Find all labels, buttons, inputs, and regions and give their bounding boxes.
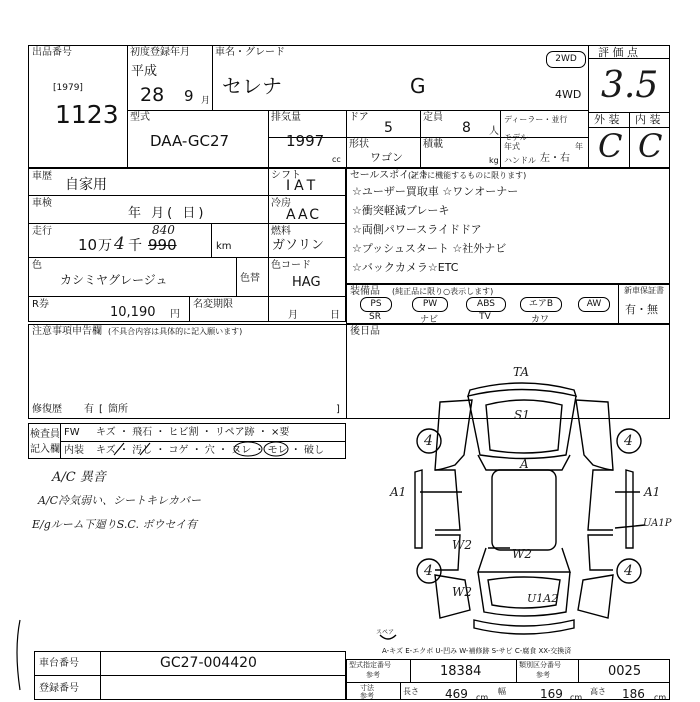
repair-suffix: 箇所: [108, 404, 128, 415]
displacement-unit: cc: [332, 155, 341, 164]
score: 3.5: [601, 65, 659, 106]
sales-point: ☆ユーザー買取車 ☆ワンオーナー: [352, 185, 519, 198]
first-reg-label: 初度登録年月: [130, 47, 190, 58]
model-year-label: モデル 年式: [504, 133, 528, 151]
interior-label: 内 装: [635, 113, 661, 126]
lot-sub: [1979]: [53, 83, 83, 93]
seats: 8: [462, 120, 471, 136]
grade: G: [410, 74, 426, 98]
color-code-label: 色コード: [271, 260, 311, 271]
height-unit: cm: [654, 693, 667, 702]
seats-unit: 人: [489, 126, 499, 137]
color-label: 色: [32, 260, 42, 271]
width-label: 幅: [498, 687, 506, 696]
name-change-label: 名変期限: [193, 299, 233, 310]
handwritten-note: E/gルーム下廻りS.C. ボウセイ有: [32, 518, 198, 531]
inspector-label-bottom: 記入欄: [30, 444, 60, 455]
recycle-unit: 円: [170, 309, 180, 320]
repair-bracket: [: [99, 404, 103, 415]
height: 186: [622, 687, 645, 701]
equipment-label: SR: [369, 312, 381, 322]
interior-head: 内装: [64, 445, 84, 456]
mark-left-side: A1: [390, 485, 407, 499]
chassis-number: GC27-004420: [160, 655, 257, 671]
recycle-label: R券: [32, 299, 49, 310]
handle: 左・右: [540, 153, 570, 164]
mark-rear-body: W2: [452, 585, 472, 599]
sales-subtitle: (正常に機能するものに限ります): [408, 171, 527, 180]
history: 自家用: [65, 177, 107, 193]
color-change-label: 色替: [240, 273, 260, 284]
type-no-sub: 参考: [366, 671, 380, 679]
mark-right-lower: UA1P: [643, 518, 672, 529]
tire-rear-right: 4: [624, 563, 633, 579]
height-label: 高さ: [590, 687, 606, 696]
equipment-badge: PS: [360, 297, 392, 312]
length-label: 長さ: [403, 687, 419, 696]
lot-label: 出品番号: [32, 47, 72, 58]
interior-row: キズ ・ 汚し ・ コゲ ・ 穴 ・ ヌレ ・ モレ ・ 破し: [96, 445, 324, 456]
repair-close: ]: [336, 404, 340, 415]
doors: 5: [384, 120, 393, 136]
equipment-subtitle: (純正品に限り○表示します): [392, 287, 494, 296]
mileage-label: 走行: [32, 226, 52, 237]
color-code: HAG: [292, 275, 321, 290]
model-code: DAA-GC27: [150, 132, 230, 150]
name-label: 車名・グレード: [215, 47, 285, 58]
width-unit: cm: [570, 693, 583, 702]
equipment-badge: エアB: [520, 297, 562, 312]
car-name: セレナ: [222, 74, 282, 98]
displacement-label: 排気量: [271, 112, 301, 123]
name-change-month: 月: [288, 310, 298, 321]
type-no: 18384: [440, 664, 482, 679]
equipment-badge: AW: [578, 297, 610, 312]
model-year-unit: 年: [575, 142, 583, 151]
fuel-label: 燃料: [271, 226, 291, 237]
length-unit: cm: [476, 693, 489, 702]
score-label: 評 価 点: [598, 46, 638, 59]
legend: A-キズ E-エクボ U-凹み W-補修跡 S-サビ C-腐食 XX-交換済: [382, 647, 572, 655]
lot-number: 1123: [55, 100, 119, 129]
body: ワゴン: [370, 151, 403, 164]
class-no-sub: 参考: [536, 671, 550, 679]
reg-month: 9: [184, 87, 194, 105]
displacement: 1997: [286, 132, 325, 150]
sales-point: ☆バックカメラ☆ETC: [352, 261, 459, 274]
model-label: 型式: [130, 112, 150, 123]
load-unit: kg: [489, 156, 499, 165]
size-label: 寸法: [360, 684, 374, 692]
mark-rear-center: W2: [512, 547, 532, 561]
body-label: 形状: [349, 139, 369, 150]
equipment-label: ナビ: [419, 315, 438, 325]
equipment-title: 装備品: [350, 286, 380, 297]
dealer-label: ディーラー・並行: [504, 115, 568, 124]
shift-label: シフト: [271, 170, 301, 181]
caution-sub: (不具合内容は具体的に記入願います): [108, 327, 243, 336]
inspection: 年 月( 日): [128, 206, 207, 221]
load-label: 積載: [423, 139, 443, 150]
mark-right-side: A1: [644, 485, 661, 499]
size-sub: 参考: [360, 692, 374, 700]
handwritten-note: A/C 異音: [52, 470, 106, 485]
equipment-label: TV: [479, 312, 491, 322]
color: カシミヤグレージュ: [60, 273, 168, 287]
drive-2wd: 2WD: [555, 54, 577, 64]
spare-label: スペア: [376, 629, 395, 636]
repair-label: 修復歴: [32, 404, 62, 415]
fw-head: FW: [64, 427, 80, 438]
handle-label: ハンドル: [504, 156, 536, 165]
mileage-man-unit: 万: [98, 238, 112, 254]
mileage-correction: 840: [152, 223, 175, 237]
chassis-label: 車台番号: [39, 658, 79, 669]
reg-label: 登録番号: [39, 683, 79, 694]
equipment-label: カワ: [530, 315, 549, 325]
sales-point: ☆両側パワースライドドア: [352, 223, 482, 236]
era: 平成: [131, 64, 158, 79]
ac-label: 冷房: [271, 198, 291, 209]
shift: IAT: [286, 178, 320, 194]
class-no-label: 類別区分番号: [519, 661, 561, 669]
fw-row: キズ ・ 飛石 ・ ヒビ割 ・ リペア跡 ・ ×要: [96, 427, 290, 438]
month-unit: 月: [201, 96, 211, 106]
mark-top: TA: [513, 365, 530, 379]
mark-rear-left: W2: [452, 538, 472, 552]
name-change-day: 日: [330, 310, 340, 321]
caution-label: 注意事項申告欄: [32, 326, 102, 337]
warranty-label: 新車保証書: [624, 286, 664, 295]
sales-point: ☆衝突軽減ブレーキ: [352, 204, 450, 217]
fuel: ガソリン: [272, 238, 325, 253]
mileage-unit: km: [216, 241, 232, 252]
class-no: 0025: [608, 664, 642, 679]
width: 169: [540, 687, 563, 701]
tire-front-left: 4: [424, 433, 433, 449]
history-label: 車歴: [32, 171, 52, 182]
type-no-label: 型式指定番号: [349, 661, 391, 669]
exterior-grade: C: [598, 127, 623, 165]
mileage-sen-unit: 千: [128, 238, 142, 254]
mileage-sen: 4: [114, 234, 125, 254]
tire-front-right: 4: [624, 433, 633, 449]
warranty: 有・無: [625, 303, 658, 316]
tire-rear-left: 4: [424, 563, 433, 579]
mark-hood: S1: [514, 408, 530, 422]
mark-trunk: U1A2: [527, 592, 559, 605]
ac: AAC: [286, 207, 322, 223]
equipment-badge: ABS: [466, 297, 506, 312]
sales-point: ☆プッシュスタート ☆社外ナビ: [352, 242, 507, 255]
recycle: 10,190: [110, 305, 156, 320]
handwritten-note: A/C冷気弱い、シートキレカバー: [38, 494, 201, 507]
sales-title: セールスポイント: [350, 170, 430, 181]
reg-year: 28: [140, 84, 165, 106]
inspection-label: 車検: [32, 198, 52, 209]
equipment-badge: PW: [412, 297, 448, 312]
seats-label: 定員: [423, 112, 443, 123]
repair-value: 有: [84, 404, 94, 415]
mileage-man: 10: [78, 236, 98, 254]
after-label: 後日品: [350, 326, 380, 337]
length: 469: [445, 687, 468, 701]
mark-roof: A: [520, 457, 529, 471]
drive-4wd: 4WD: [555, 88, 582, 101]
exterior-label: 外 装: [594, 113, 620, 126]
inspector-label-top: 検査員: [30, 429, 60, 440]
interior-grade: C: [638, 127, 663, 165]
doors-label: ドア: [349, 112, 369, 123]
mileage-struck: 990: [148, 236, 177, 254]
